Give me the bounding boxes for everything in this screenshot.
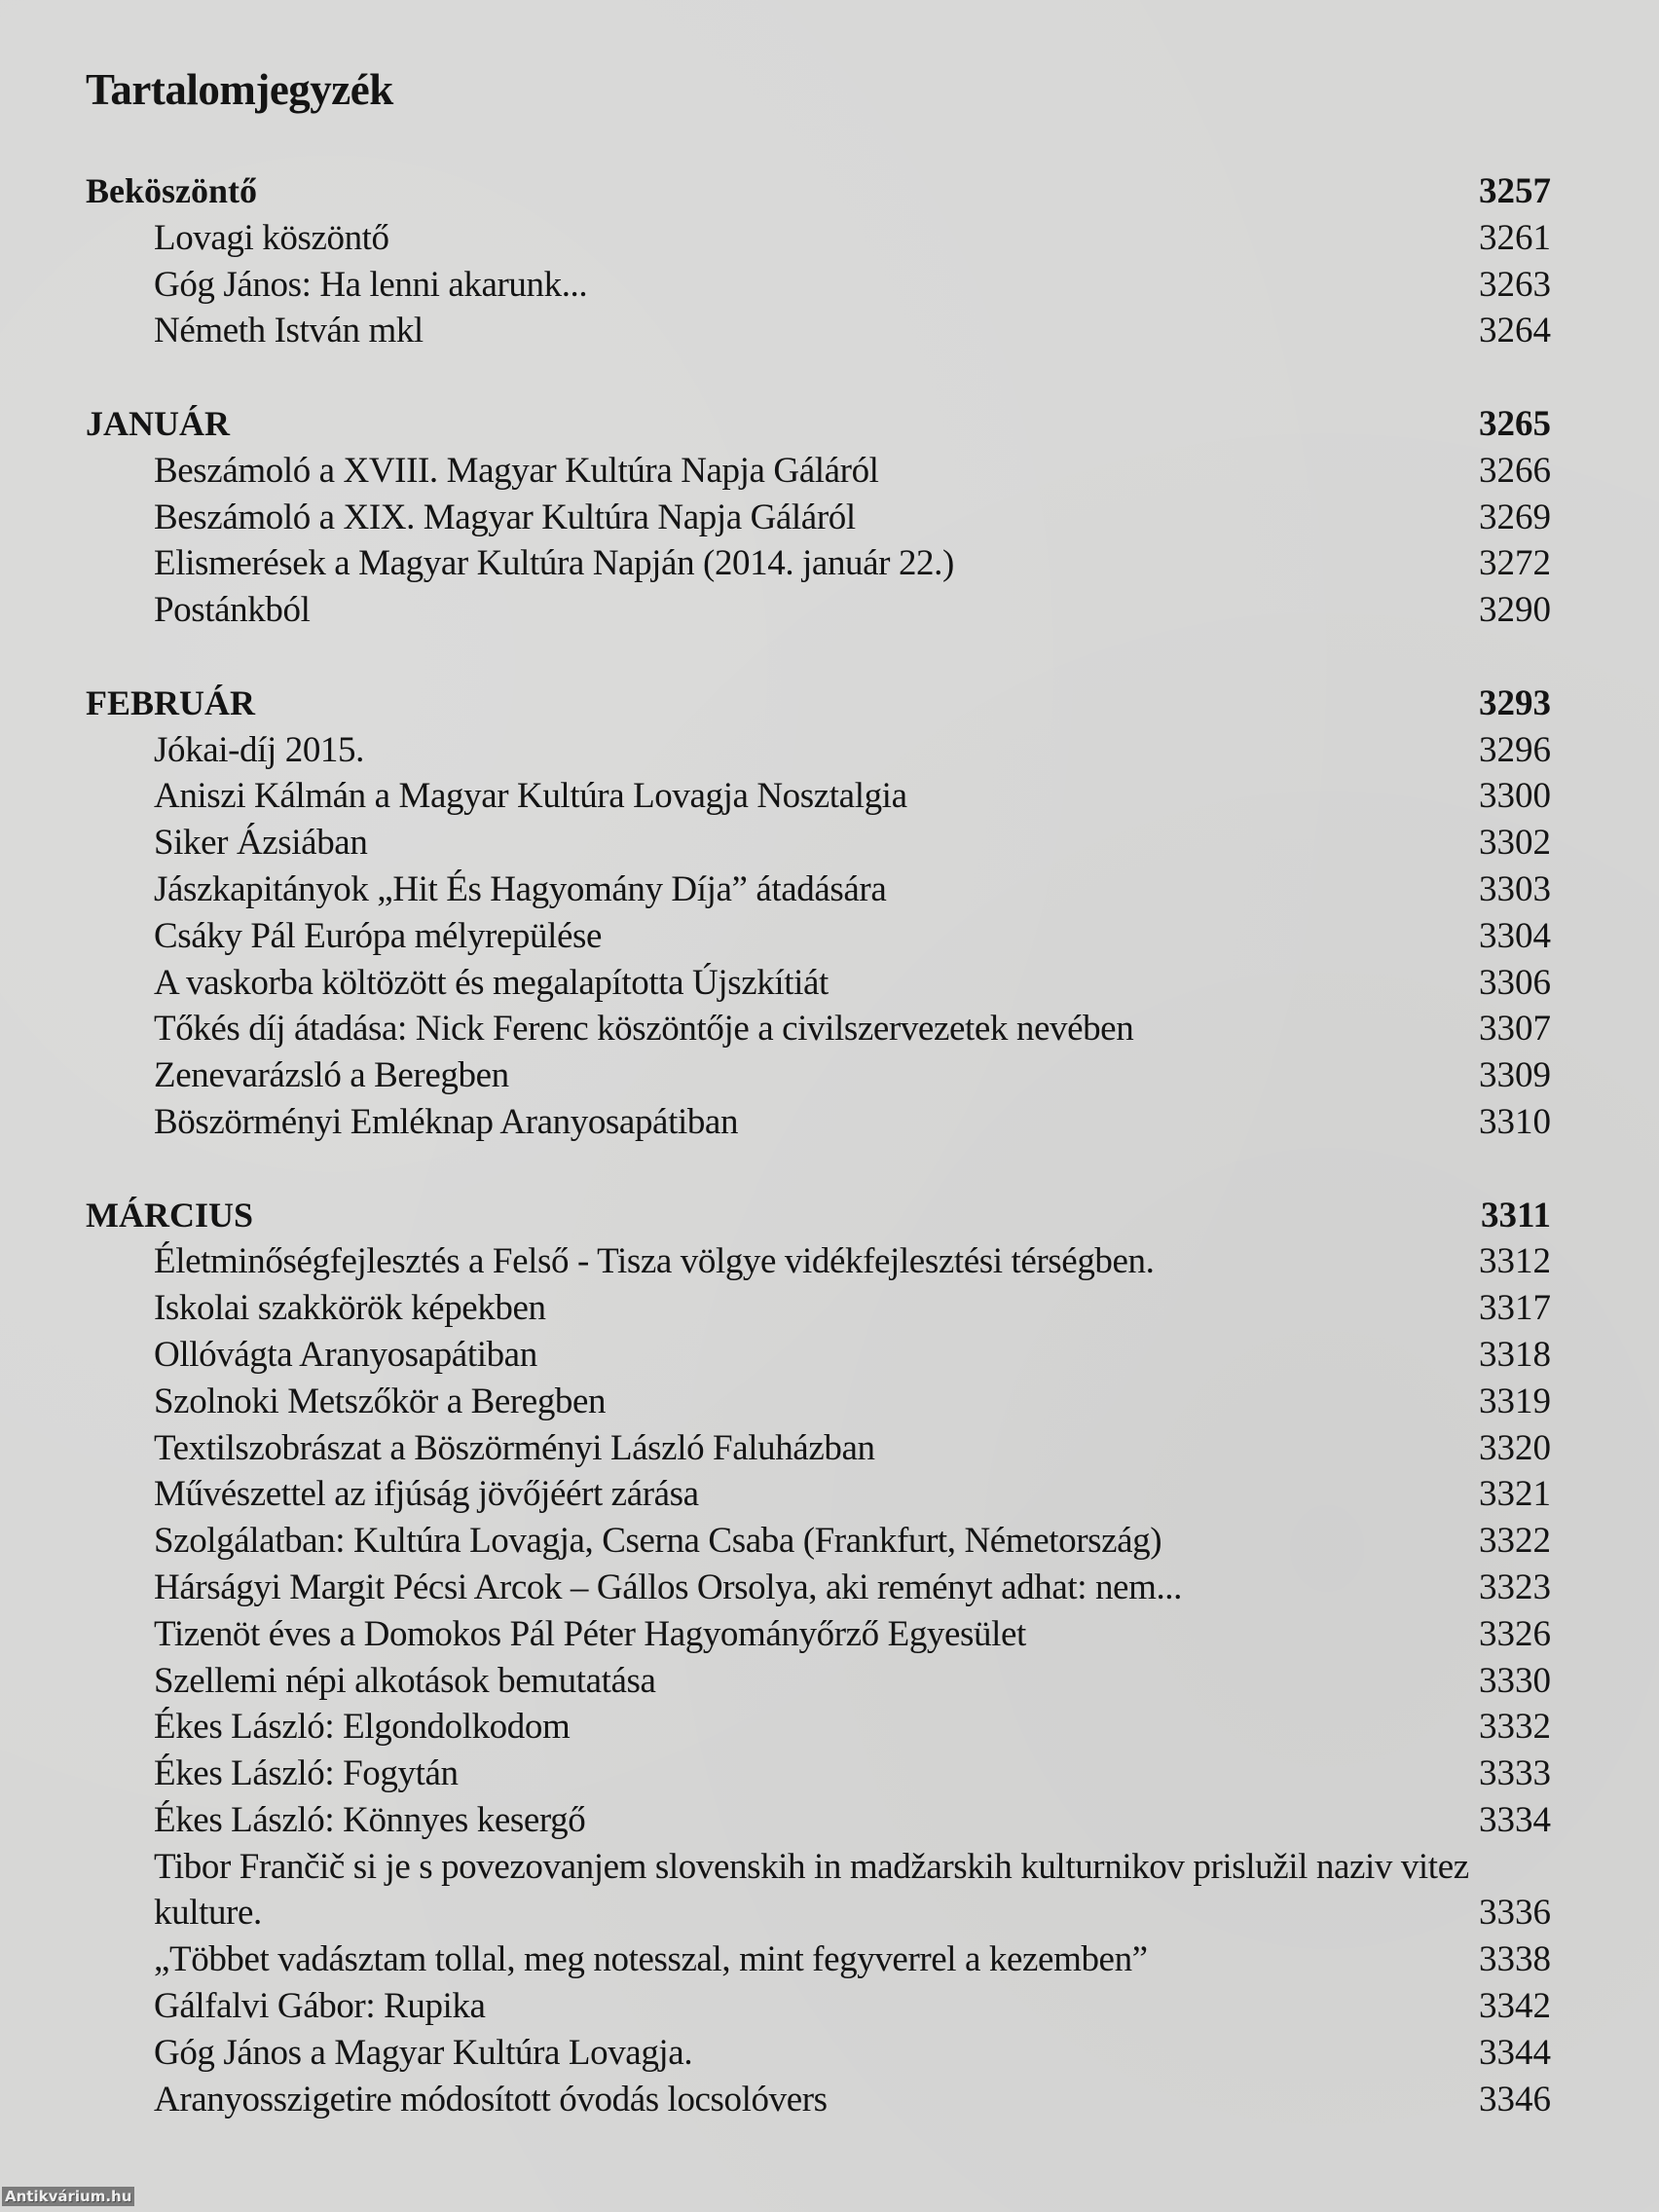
toc-entry <box>0 1425 1659 1472</box>
entry-page-number: 3269 <box>1479 497 1551 537</box>
entry-title: Csáky Pál Európa mélyrepülése <box>154 915 603 956</box>
toc-entry <box>0 1052 1659 1099</box>
entry-page-number: 3318 <box>1479 1334 1551 1375</box>
toc-entry <box>0 1936 1659 1983</box>
entry-title: Ékes László: Elgondolkodom <box>154 1707 571 1748</box>
entry-page-number: 3264 <box>1479 311 1551 351</box>
toc-entry <box>0 1379 1659 1425</box>
entry-title: Jászkapitányok „Hit És Hagyomány Díja” átadására <box>154 868 887 909</box>
toc-entry <box>0 727 1659 774</box>
section-heading <box>0 681 1659 727</box>
entry-title: Életminőségfejlesztés a Felső - Tisza völgye vidékfejlesztési térségben. <box>154 1241 1155 1282</box>
entry-title: Beszámoló a XVIII. Magyar Kultúra Napja Gáláról <box>154 450 879 491</box>
toc-entry <box>0 2030 1659 2077</box>
entry-title: Németh István mkl <box>154 311 424 351</box>
entry-title: Ollóvágta Aranyosapátiban <box>154 1334 537 1375</box>
toc-section <box>0 681 1659 1146</box>
toc-entry <box>0 262 1659 309</box>
entry-page-number: 3302 <box>1479 823 1551 864</box>
section-title: Beköszöntő <box>86 171 258 210</box>
entry-page-number: 3321 <box>1479 1474 1551 1515</box>
entry-title: Beszámoló a XIX. Magyar Kultúra Napja Gáláról <box>154 497 856 537</box>
entry-title: Művészettel az ifjúság jövőjéért zárása <box>154 1474 699 1515</box>
toc-entry <box>0 960 1659 1007</box>
entry-page-number: 3326 <box>1479 1613 1551 1654</box>
entry-page-number: 3346 <box>1479 2079 1551 2120</box>
toc-entry <box>0 773 1659 820</box>
toc-entry <box>0 1565 1659 1611</box>
entry-page-number: 3333 <box>1479 1753 1551 1794</box>
page-title: Tartalomjegyzék <box>86 65 393 114</box>
entry-page-number: 3309 <box>1479 1055 1551 1096</box>
entry-title: Böszörményi Emléknap Aranyosapátiban <box>154 1101 739 1142</box>
entry-page-number: 3323 <box>1479 1567 1551 1607</box>
toc-entry <box>0 1518 1659 1565</box>
entry-page-number: 3338 <box>1479 1939 1551 1980</box>
toc-entry <box>0 1006 1659 1052</box>
entry-title: Szolgálatban: Kultúra Lovagja, Cserna Csaba (Frankfurt, Németország) <box>154 1521 1162 1562</box>
entry-page-number: 3272 <box>1479 543 1551 584</box>
toc-entry <box>0 1844 1659 1937</box>
entry-title: Szolnoki Metszőkör a Beregben <box>154 1381 607 1421</box>
entry-page-number: 3296 <box>1479 729 1551 770</box>
entry-page-number: 3307 <box>1479 1009 1551 1050</box>
toc-entry <box>0 1471 1659 1518</box>
toc-entry <box>0 215 1659 262</box>
section-page-number: 3293 <box>1479 682 1551 723</box>
entry-title: Lovagi köszöntő <box>154 217 389 258</box>
entry-title: Ékes László: Könnyes kesergő <box>154 1799 586 1840</box>
entry-page-number: 3300 <box>1479 776 1551 817</box>
entry-page-number: 3319 <box>1479 1381 1551 1421</box>
entry-title: Ékes László: Fogytán <box>154 1753 459 1794</box>
entry-page-number: 3266 <box>1479 450 1551 491</box>
entry-title: Elismerések a Magyar Kultúra Napján (2014. január 22.) <box>154 543 954 584</box>
toc-entry <box>0 1611 1659 1658</box>
entry-page-number: 3290 <box>1479 590 1551 631</box>
entry-title: Hárságyi Margit Pécsi Arcok – Gállos Orsolya, aki reményt adhat: nem... <box>154 1567 1183 1607</box>
toc-entry <box>0 1983 1659 2030</box>
entry-page-number: 3342 <box>1479 1986 1551 2027</box>
entry-page-number: 3334 <box>1479 1799 1551 1840</box>
entry-page-number: 3261 <box>1479 217 1551 258</box>
section-title: JANUÁR <box>86 403 230 443</box>
toc-entry <box>0 1099 1659 1146</box>
toc-entry <box>0 1238 1659 1285</box>
toc-entry <box>0 1332 1659 1379</box>
section-page-number: 3311 <box>1481 1195 1551 1235</box>
toc-entry <box>0 1797 1659 1844</box>
entry-title: Tőkés díj átadása: Nick Ferenc köszöntője a civilszervezetek nevében <box>154 1009 1134 1050</box>
section-title: MÁRCIUS <box>86 1195 254 1235</box>
entry-title: Tizenöt éves a Domokos Pál Péter Hagyományőrző Egyesület <box>154 1613 1026 1654</box>
section-page-number: 3265 <box>1479 403 1551 444</box>
toc-entry <box>0 820 1659 866</box>
entry-page-number: 3317 <box>1479 1288 1551 1329</box>
entry-title: „Többet vadásztam tollal, meg notesszal, mint fegyverrel a kezemben” <box>154 1939 1148 1980</box>
toc-entry <box>0 448 1659 495</box>
section-heading <box>0 1193 1659 1239</box>
entry-page-number: 3306 <box>1479 962 1551 1003</box>
entry-title: Gálfalvi Gábor: Rupika <box>154 1986 486 2027</box>
toc-entry <box>0 866 1659 913</box>
entry-page-number: 3322 <box>1479 1521 1551 1562</box>
toc-entry <box>0 495 1659 541</box>
entry-title: Jókai-díj 2015. <box>154 729 364 770</box>
entry-title: Góg János: Ha lenni akarunk... <box>154 264 588 305</box>
toc-entry <box>0 913 1659 960</box>
entry-page-number: 3330 <box>1479 1660 1551 1701</box>
entry-title: Textilszobrászat a Böszörményi László Faluházban <box>154 1427 875 1468</box>
entry-title: Siker Ázsiában <box>154 823 368 864</box>
entry-title: Szellemi népi alkotások bemutatása <box>154 1660 656 1701</box>
toc-section <box>0 168 1659 354</box>
toc-entry <box>0 308 1659 354</box>
toc-entry <box>0 540 1659 587</box>
entry-page-number: 3312 <box>1479 1241 1551 1282</box>
section-title: FEBRUÁR <box>86 682 256 722</box>
toc-section <box>0 1193 1659 2123</box>
toc-entry <box>0 587 1659 634</box>
entry-title: Tibor Frančič si je s povezovanjem slovenskih in madžarskih kulturnikov prislužil naziv vitez kulture. <box>154 1846 1469 1934</box>
entry-page-number: 3336 <box>1479 1893 1551 1934</box>
entry-page-number: 3320 <box>1479 1427 1551 1468</box>
section-heading <box>0 168 1659 215</box>
entry-page-number: 3263 <box>1479 264 1551 305</box>
entry-page-number: 3332 <box>1479 1707 1551 1748</box>
entry-title: Iskolai szakkörök képekben <box>154 1288 546 1329</box>
entry-title: Aniszi Kálmán a Magyar Kultúra Lovagja Nosztalgia <box>154 776 907 817</box>
toc-entry <box>0 1751 1659 1797</box>
entry-title: Postánkból <box>154 590 311 631</box>
toc-section <box>0 401 1659 634</box>
section-heading <box>0 401 1659 448</box>
watermark-logo: Antikvárium.hu <box>2 2187 134 2206</box>
toc-entry <box>0 1658 1659 1705</box>
table-of-contents <box>0 168 1659 2169</box>
entry-page-number: 3304 <box>1479 915 1551 956</box>
toc-entry <box>0 1285 1659 1332</box>
section-page-number: 3257 <box>1479 171 1551 211</box>
entry-page-number: 3344 <box>1479 2032 1551 2073</box>
toc-entry <box>0 2077 1659 2123</box>
toc-entry <box>0 1704 1659 1751</box>
entry-page-number: 3310 <box>1479 1101 1551 1142</box>
entry-title: Góg János a Magyar Kultúra Lovagja. <box>154 2032 693 2073</box>
entry-title: A vaskorba költözött és megalapította Újszkítiát <box>154 962 829 1003</box>
entry-page-number: 3303 <box>1479 868 1551 909</box>
entry-title: Aranyosszigetire módosított óvodás locsolóvers <box>154 2079 828 2120</box>
entry-title: Zenevarázsló a Beregben <box>154 1055 509 1096</box>
